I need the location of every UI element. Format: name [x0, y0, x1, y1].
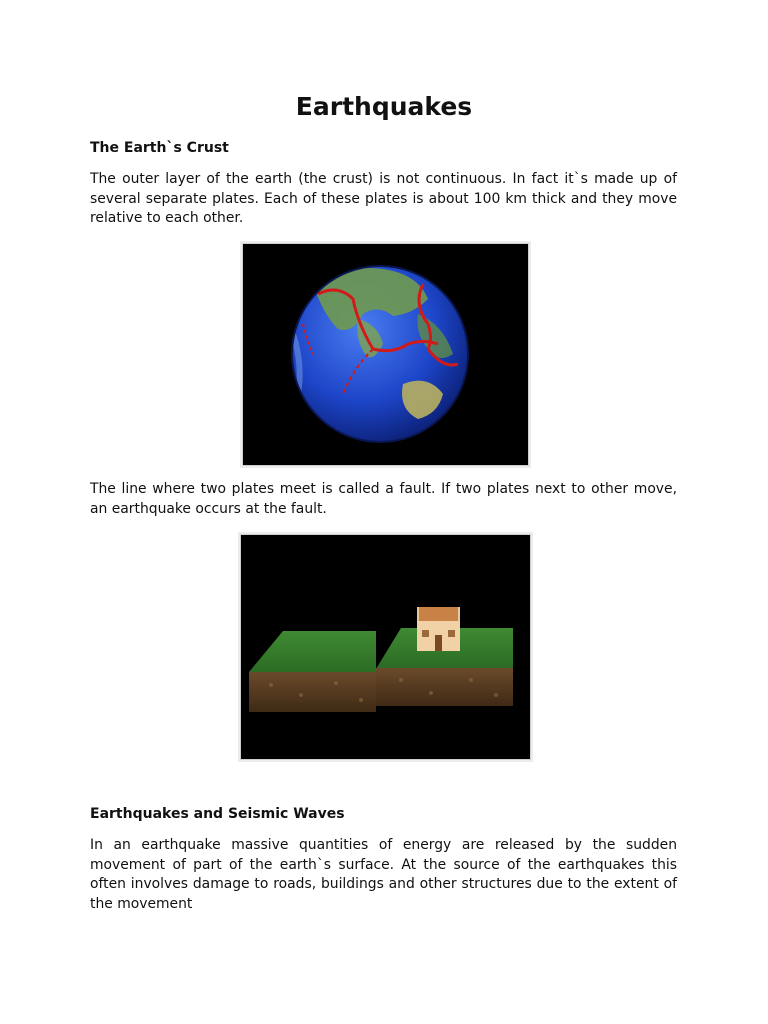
section-heading-seismic-waves: Earthquakes and Seismic Waves: [90, 806, 345, 822]
house-icon: [417, 607, 460, 651]
paragraph-crust-intro: The outer layer of the earth (the crust) is not continuous. In fact it`s made up of several separate plates. Each of these plates is about 100 km thick and they move relative to each other.: [90, 171, 677, 227]
page-title: Earthquakes: [295, 92, 473, 121]
paragraph-fault-description: The line where two plates meet is called a fault. If two plates next to other move, an earthquake occurs at the fault.: [90, 481, 677, 517]
earth-globe-icon: [243, 244, 528, 465]
fault-house-image: [240, 534, 531, 760]
earth-globe-plates-image: [242, 243, 529, 466]
section-heading-earths-crust: The Earth`s Crust: [90, 140, 229, 156]
paragraph-energy-release: In an earthquake massive quantities of energy are released by the sudden movement of part of the earth`s surface. At the source of the earthquakes this often involves damage to roads, buildings and other structures due to the extent of the movement: [90, 837, 677, 912]
ground-blocks-house-icon: [241, 535, 530, 759]
